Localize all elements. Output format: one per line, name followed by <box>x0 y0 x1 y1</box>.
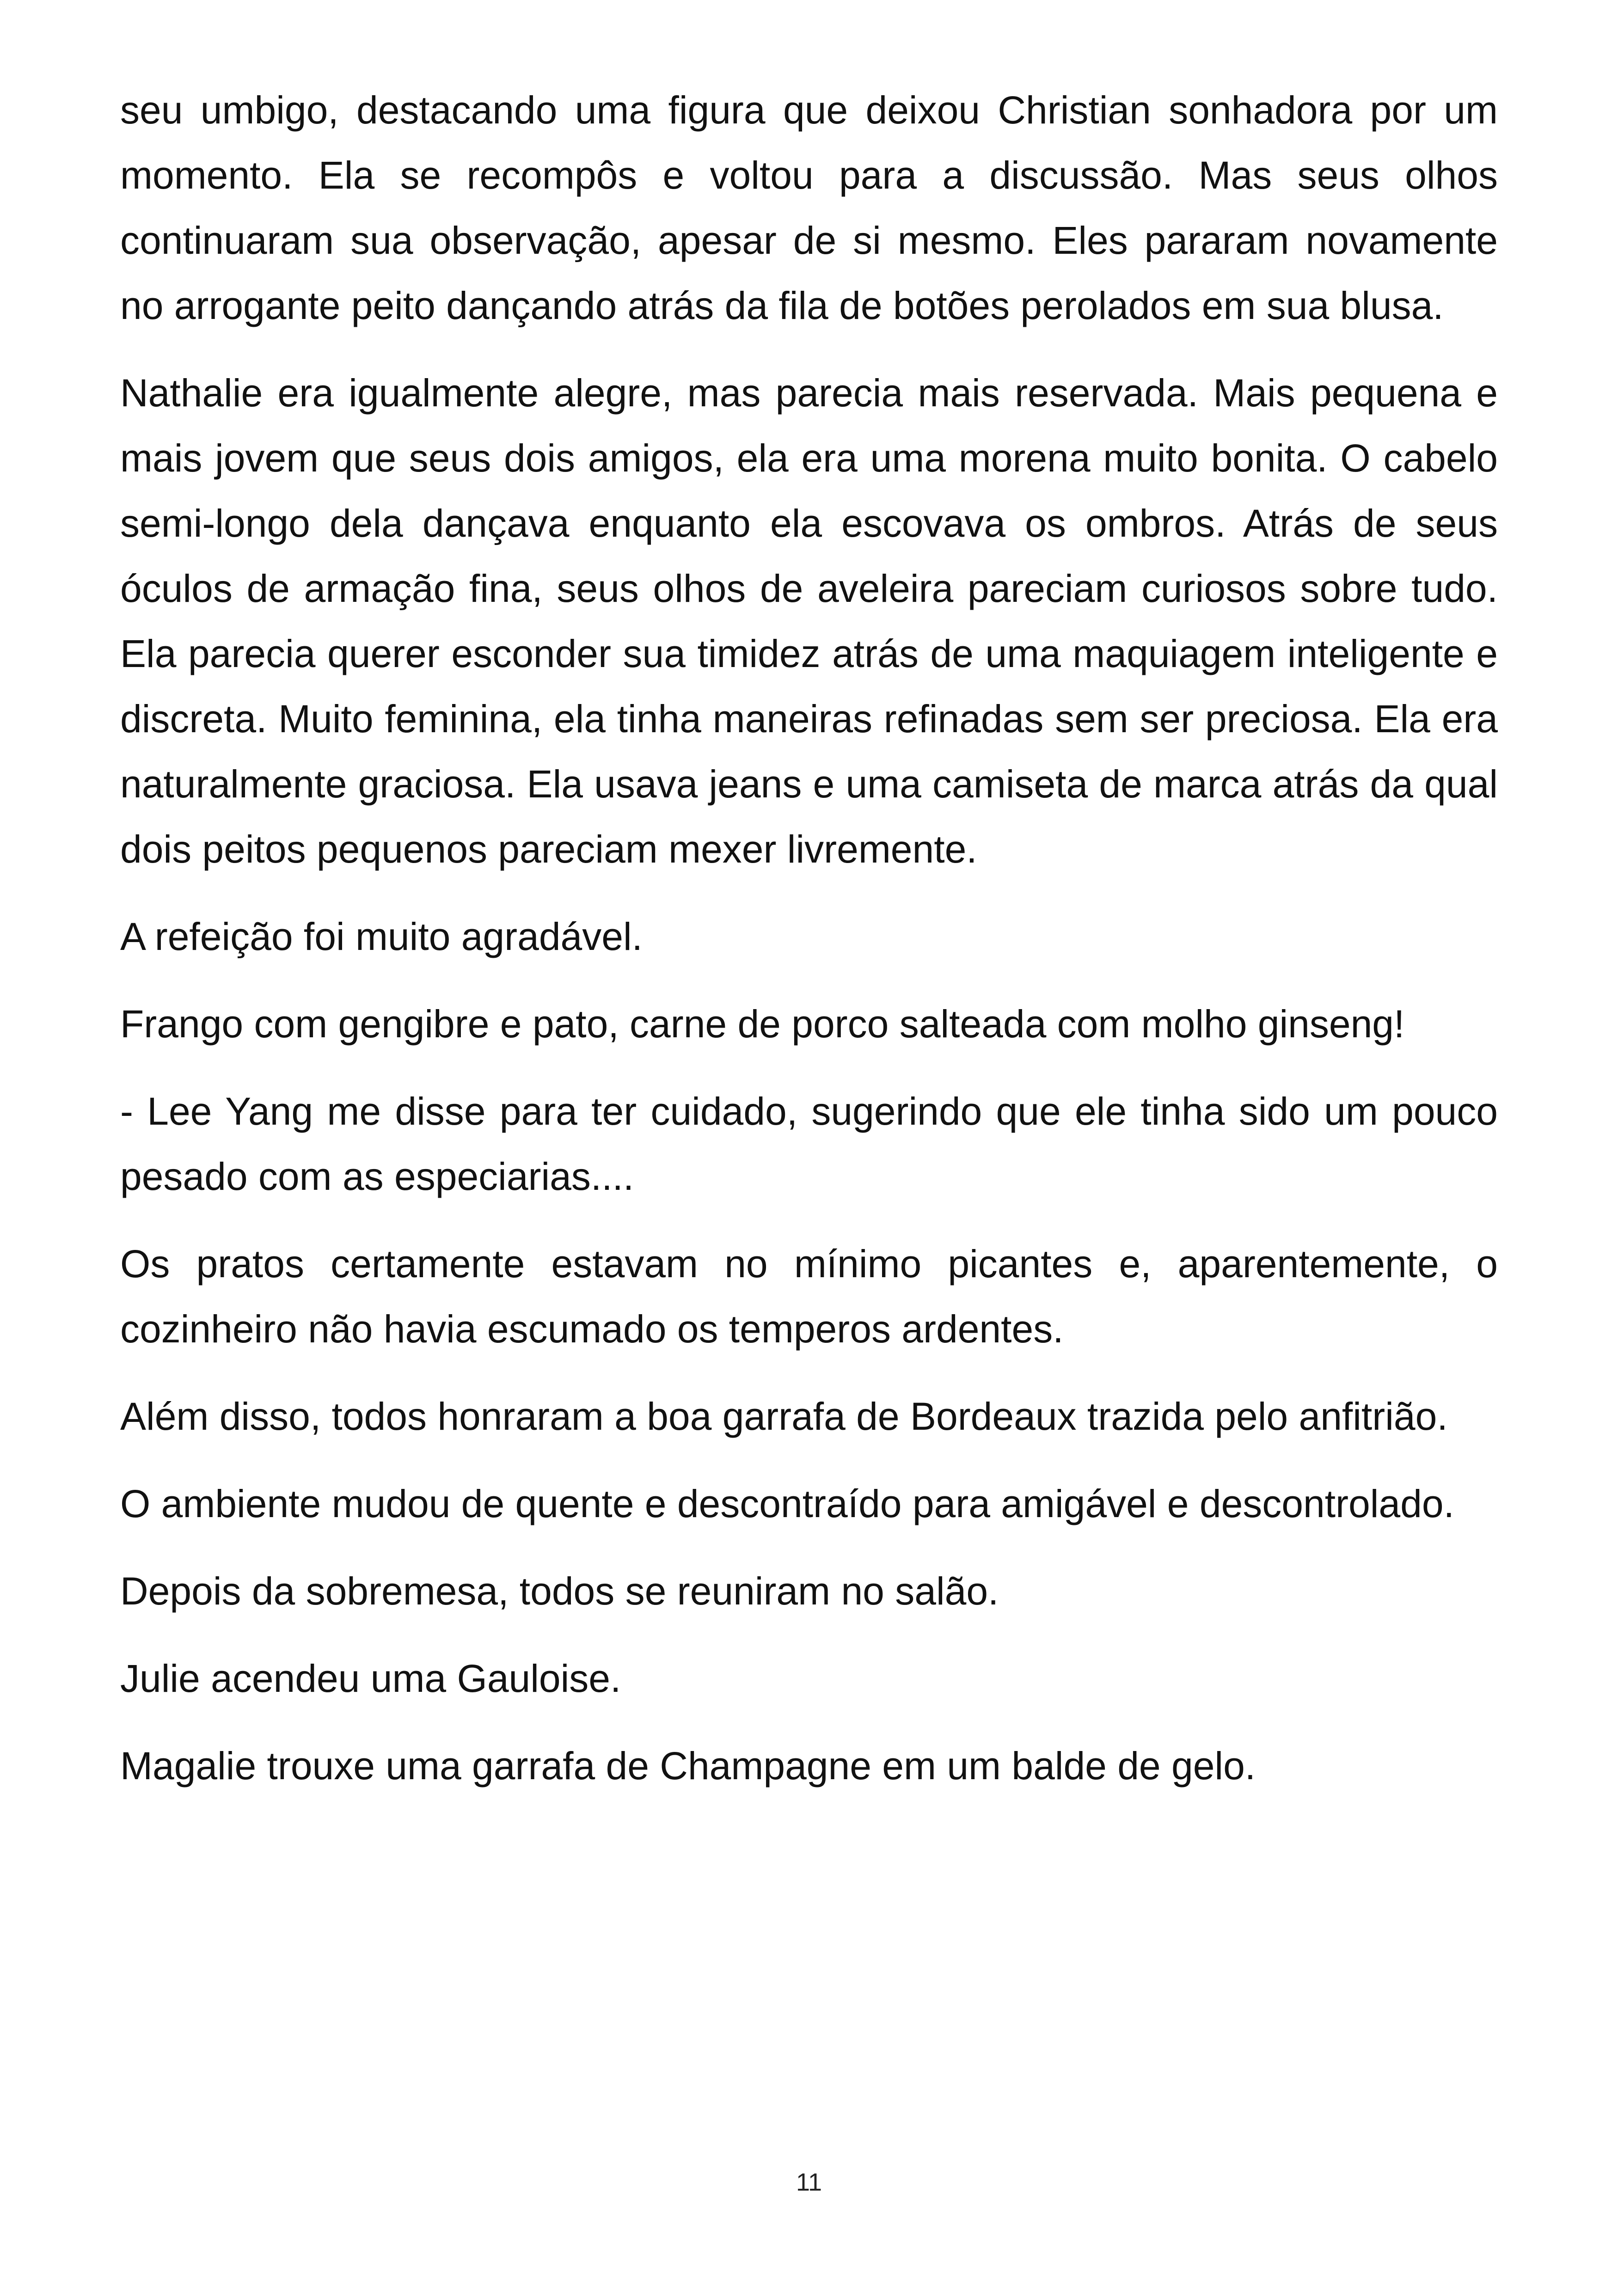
paragraph-2: Nathalie era igualmente alegre, mas parecia mais reservada. Mais pequena e mais jovem que seus dois amigos, ela era uma morena muito bonita. O cabelo semi-longo dela dançava enquanto ela escovava os ombros. Atrás de seus óculos de armação fina, seus olhos de aveleira pareciam curiosos sobre tudo. Ela parecia querer esconder sua timidez atrás de uma maquiagem inteligente e discreta. Muito feminina, ela tinha maneiras refinadas sem ser preciosa. Ela era naturalmente graciosa. Ela usava jeans e uma camiseta de marca atrás da qual dois peitos pequenos pareciam mexer livremente. <box>120 371 1498 871</box>
paragraph-1: seu umbigo, destacando uma figura que deixou Christian sonhadora por um momento. Ela se recompôs e voltou para a discussão. Mas seus olhos continuaram sua observação, apesar de si mesmo. Eles pararam novamente no arrogante peito dançando atrás da fila de botões perolados em sua blusa. <box>120 88 1498 327</box>
paragraph-8: O ambiente mudou de quente e descontraído para amigável e descontrolado. <box>120 1482 1454 1525</box>
paragraph-10: Julie acendeu uma Gauloise. <box>120 1657 621 1700</box>
paragraph-11: Magalie trouxe uma garrafa de Champagne em um balde de gelo. <box>120 1744 1256 1788</box>
paragraph-4: Frango com gengibre e pato, carne de porco salteada com molho ginseng! <box>120 1002 1405 1046</box>
paragraph-6: Os pratos certamente estavam no mínimo picantes e, aparentemente, o cozinheiro não havia escumado os temperos ardentes. <box>120 1242 1498 1351</box>
paragraph-7: Além disso, todos honraram a boa garrafa de Bordeaux trazida pelo anfitrião. <box>120 1395 1448 1438</box>
paragraph-3: A refeição foi muito agradável. <box>120 915 643 958</box>
body-text <box>120 78 1498 1821</box>
paragraph-5: - Lee Yang me disse para ter cuidado, sugerindo que ele tinha sido um pouco pesado com as especiarias.... <box>120 1090 1498 1198</box>
paragraph-9: Depois da sobremesa, todos se reuniram no salão. <box>120 1569 999 1613</box>
page-number: 11 <box>796 2168 822 2196</box>
